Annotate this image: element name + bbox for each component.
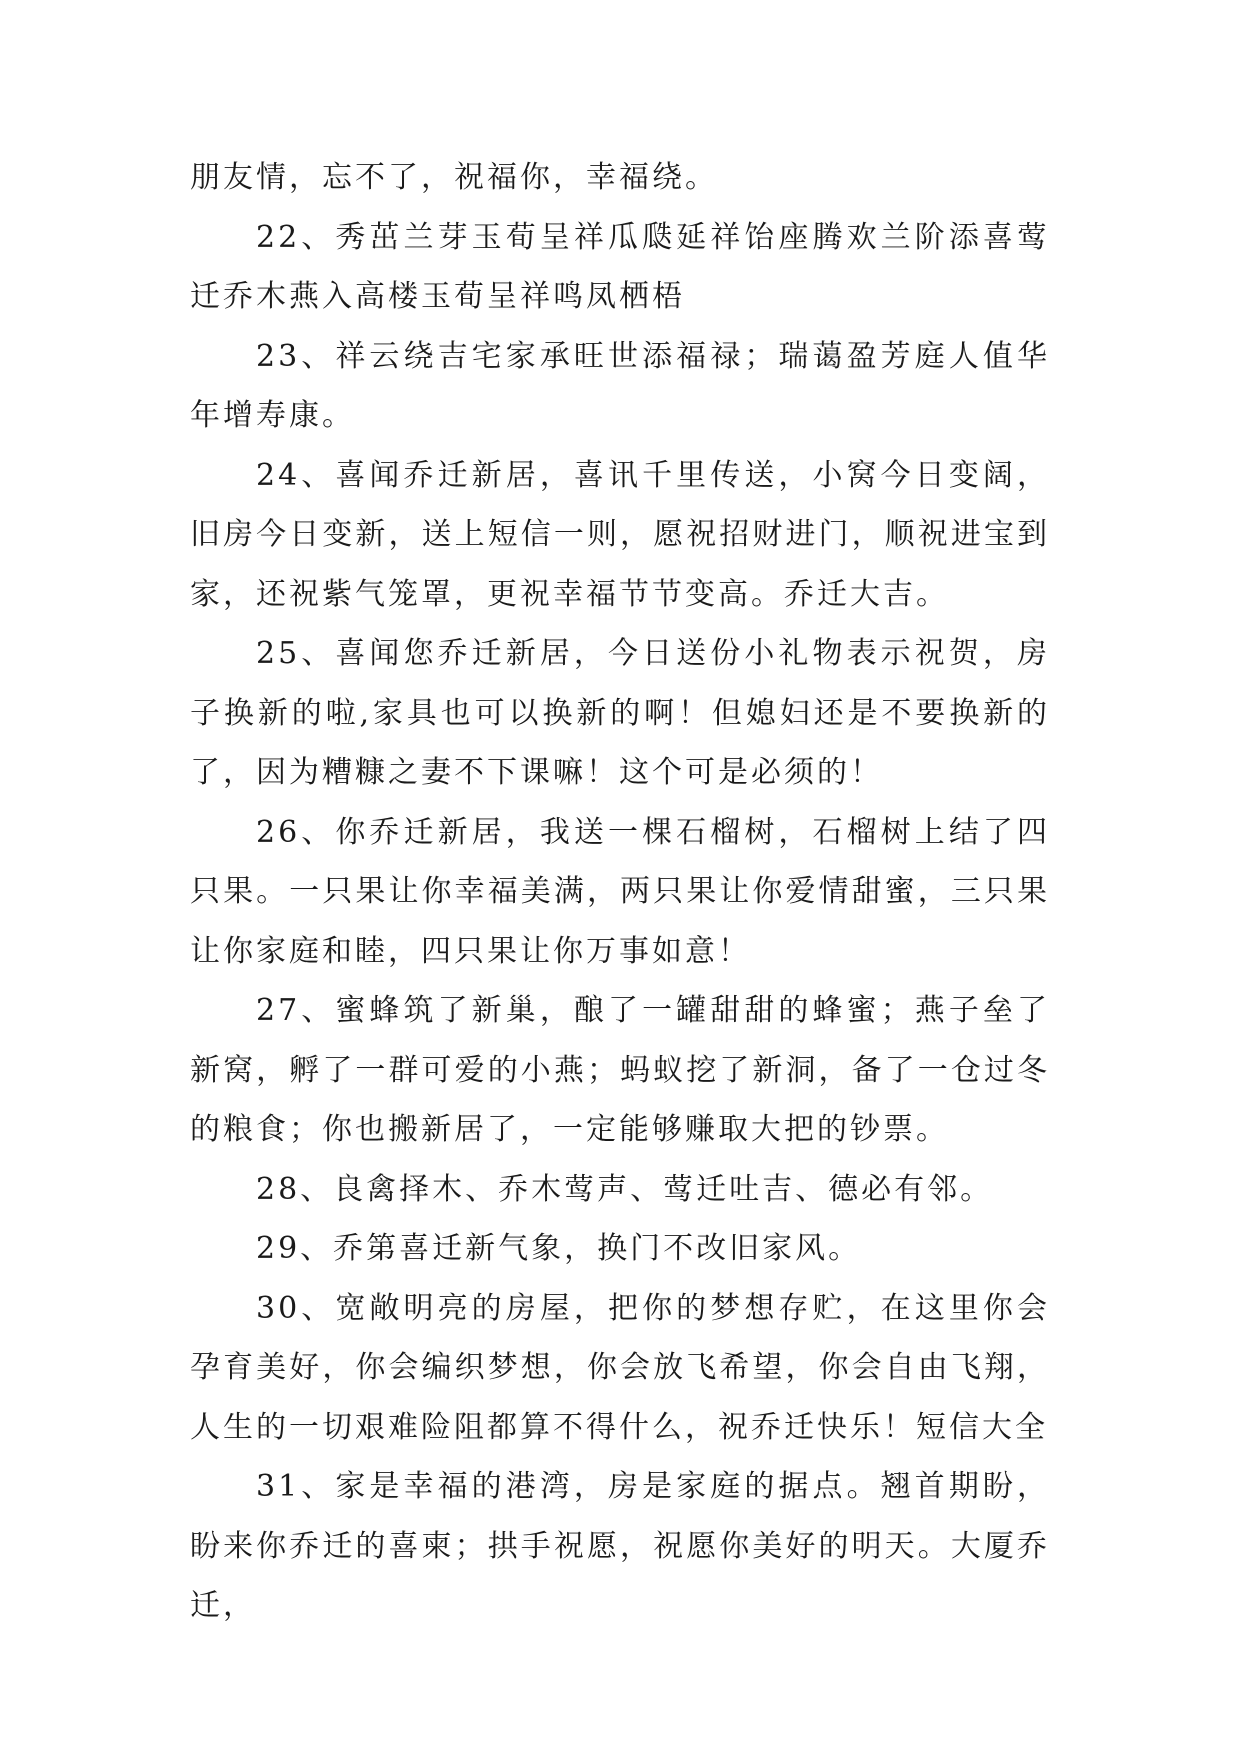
- paragraph-29: 29、乔第喜迁新气象，换门不改旧家风。: [256, 1231, 862, 1266]
- paragraph-27: 27、蜜蜂筑了新巢，酿了一罐甜甜的蜂蜜；燕子垒了新窝，孵了一群可爱的小燕；蚂蚁挖了新洞，备了一仓过冬的粮食；你也搬新居了，一定能够赚取大把的钞票。: [190, 993, 1050, 1147]
- paragraph-23: 23、祥云绕吉宅家承旺世添福禄；瑞蔼盈芳庭人值华年增寿康。: [190, 338, 1050, 433]
- paragraph-30: 30、宽敞明亮的房屋，把你的梦想存贮，在这里你会孕育美好，你会编织梦想，你会放飞希望，你会自由飞翔，人生的一切艰难险阻都算不得什么，祝乔迁快乐！短信大全: [190, 1290, 1050, 1445]
- paragraph-22: 22、秀茁兰芽玉荀呈祥瓜瓞延祥饴座腾欢兰阶添喜莺迁乔木燕入高楼玉荀呈祥鸣凤栖梧: [190, 219, 1050, 314]
- paragraph-31: 31、家是幸福的港湾，房是家庭的据点。翘首期盼，盼来你乔迁的喜柬；拱手祝愿，祝愿你美好的明天。大厦乔迁，: [190, 1469, 1050, 1623]
- paragraph-24: 24、喜闻乔迁新居，喜讯千里传送，小窝今日变阔，旧房今日变新，送上短信一则，愿祝招财进门，顺祝进宝到家，还祝紫气笼罩，更祝幸福节节变高。乔迁大吉。: [190, 457, 1050, 612]
- paragraph-continuation: 朋友情，忘不了，祝福你，幸福绕。: [190, 160, 718, 195]
- document-body: [190, 148, 1050, 1636]
- paragraph-28: 28、良禽择木、乔木莺声、莺迁吐吉、德必有邻。: [256, 1171, 994, 1207]
- paragraph-26: 26、你乔迁新居，我送一棵石榴树，石榴树上结了四只果。一只果让你幸福美满，两只果让你爱情甜蜜，三只果让你家庭和睦，四只果让你万事如意！: [190, 814, 1050, 969]
- paragraph-25: 25、喜闻您乔迁新居，今日送份小礼物表示祝贺，房子换新的啦,家具也可以换新的啊！但媳妇还是不要换新的了，因为糟糠之妻不下课嘛！这个可是必须的！: [190, 636, 1050, 790]
